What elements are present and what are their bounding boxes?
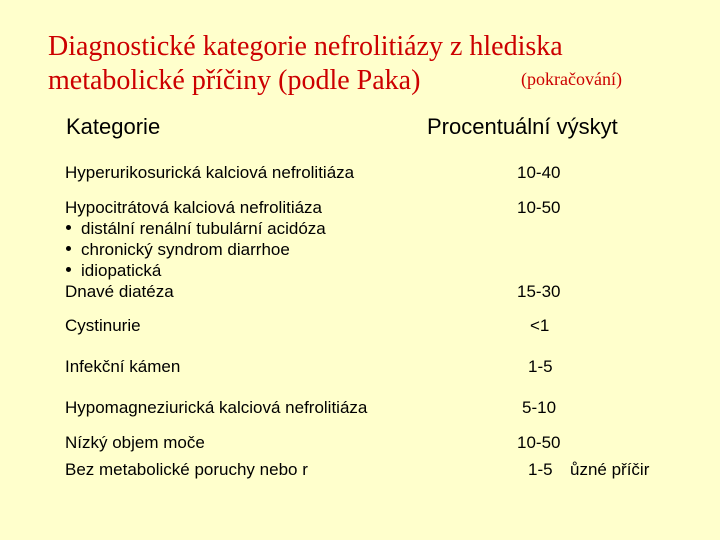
slide-title (48, 30, 622, 98)
title-line-2: metabolické příčiny (podle Paka) (48, 65, 421, 96)
row-category: Cystinurie (65, 316, 141, 335)
row-value: 10-50 (517, 433, 561, 452)
column-header-percent: Procentuální výskyt (427, 114, 618, 139)
row-category: Infekční kámen (65, 357, 181, 376)
list-item (66, 218, 326, 239)
title-line-1: Diagnostické kategorie nefrolitiázy z hlediska (48, 31, 563, 62)
column-header-category: Kategorie (66, 114, 161, 139)
title-continuation: (pokračování) (521, 69, 622, 89)
row-value: 10-50 (517, 198, 561, 217)
list-item (66, 260, 161, 281)
row-value: 10-40 (517, 163, 561, 182)
row-value: <1 (530, 316, 550, 335)
list-item-label: distální renální tubulární acidóza (81, 219, 326, 238)
row-value: 1-5 (528, 460, 553, 479)
row-category: Bez metabolické poruchy nebo r (65, 460, 308, 479)
list-item-label: chronický syndrom diarrhoe (81, 240, 290, 259)
row-category: Hyperurikosurická kalciová nefrolitiáza (65, 163, 355, 182)
bullet-icon (66, 246, 71, 251)
row-value: 5-10 (522, 398, 557, 417)
bullet-icon (66, 267, 71, 272)
list-item-label: idiopatická (81, 261, 162, 280)
row-value: 15-30 (517, 282, 561, 301)
bullet-icon (66, 225, 71, 230)
row-value: 1-5 (528, 357, 553, 376)
list-item (66, 239, 290, 260)
row-category: Hypomagneziurická kalciová nefrolitiáza (65, 398, 368, 417)
row-category: Nízký objem moče (65, 433, 205, 452)
row-category: Dnavé diatéza (65, 282, 174, 301)
row-category: Hypocitrátová kalciová nefrolitiáza (65, 198, 323, 217)
row-note: ůzné příčir (570, 460, 650, 479)
